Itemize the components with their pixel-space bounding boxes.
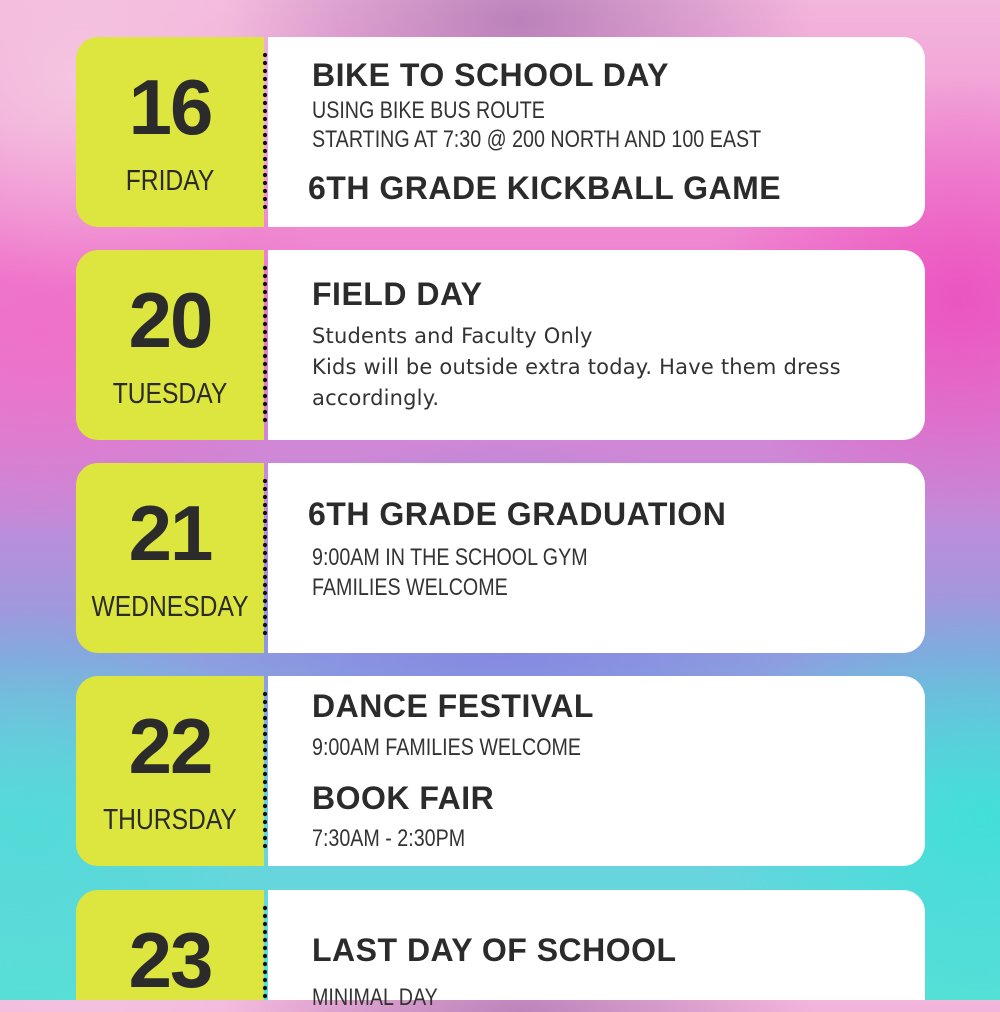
date-box — [76, 676, 264, 866]
event-title: FIELD DAY — [312, 276, 483, 312]
date-weekday: FRIDAY — [125, 165, 215, 197]
event-card — [268, 890, 925, 1011]
event-detail: 7:30AM - 2:30PM — [312, 825, 466, 852]
date-weekday: WEDNESDAY — [91, 591, 249, 623]
date-weekday: TUESDAY — [112, 378, 228, 410]
event-row-23 — [76, 890, 925, 1011]
date-number: 21 — [128, 489, 212, 577]
event-detail: MINIMAL DAY — [312, 984, 438, 1011]
event-description: Students and Faculty Only Kids will be outside extra today. Have them dress accordingly. — [312, 324, 841, 410]
event-title: DANCE FESTIVAL — [312, 688, 594, 724]
event-row-20 — [76, 250, 925, 440]
event-detail: 9:00AM FAMILIES WELCOME — [312, 734, 582, 761]
date-number: 20 — [128, 276, 212, 364]
date-box — [76, 37, 264, 227]
event-detail: STARTING AT 7:30 @ 200 NORTH AND 100 EAST — [312, 126, 762, 153]
date-number: 16 — [128, 63, 212, 151]
event-title-secondary: 6TH GRADE KICKBALL GAME — [308, 170, 782, 206]
event-card — [268, 250, 925, 440]
event-detail: 9:00AM IN THE SCHOOL GYM — [312, 544, 588, 571]
event-row-22 — [76, 676, 925, 866]
event-title: BIKE TO SCHOOL DAY — [312, 57, 669, 93]
date-weekday: THURSDAY — [103, 804, 237, 836]
date-number: 22 — [128, 702, 212, 790]
date-box — [76, 463, 264, 653]
event-row-16 — [76, 37, 925, 227]
event-detail: FAMILIES WELCOME — [312, 574, 508, 601]
date-number: 23 — [128, 916, 212, 1004]
date-box — [76, 250, 264, 440]
event-row-21 — [76, 463, 925, 653]
event-card — [268, 676, 925, 866]
event-card — [268, 37, 925, 227]
event-card — [268, 463, 925, 653]
event-detail: USING BIKE BUS ROUTE — [312, 97, 545, 124]
date-box — [76, 890, 264, 1004]
event-title: 6TH GRADE GRADUATION — [308, 496, 727, 532]
event-title: LAST DAY OF SCHOOL — [312, 932, 677, 968]
event-title-secondary: BOOK FAIR — [312, 780, 495, 816]
